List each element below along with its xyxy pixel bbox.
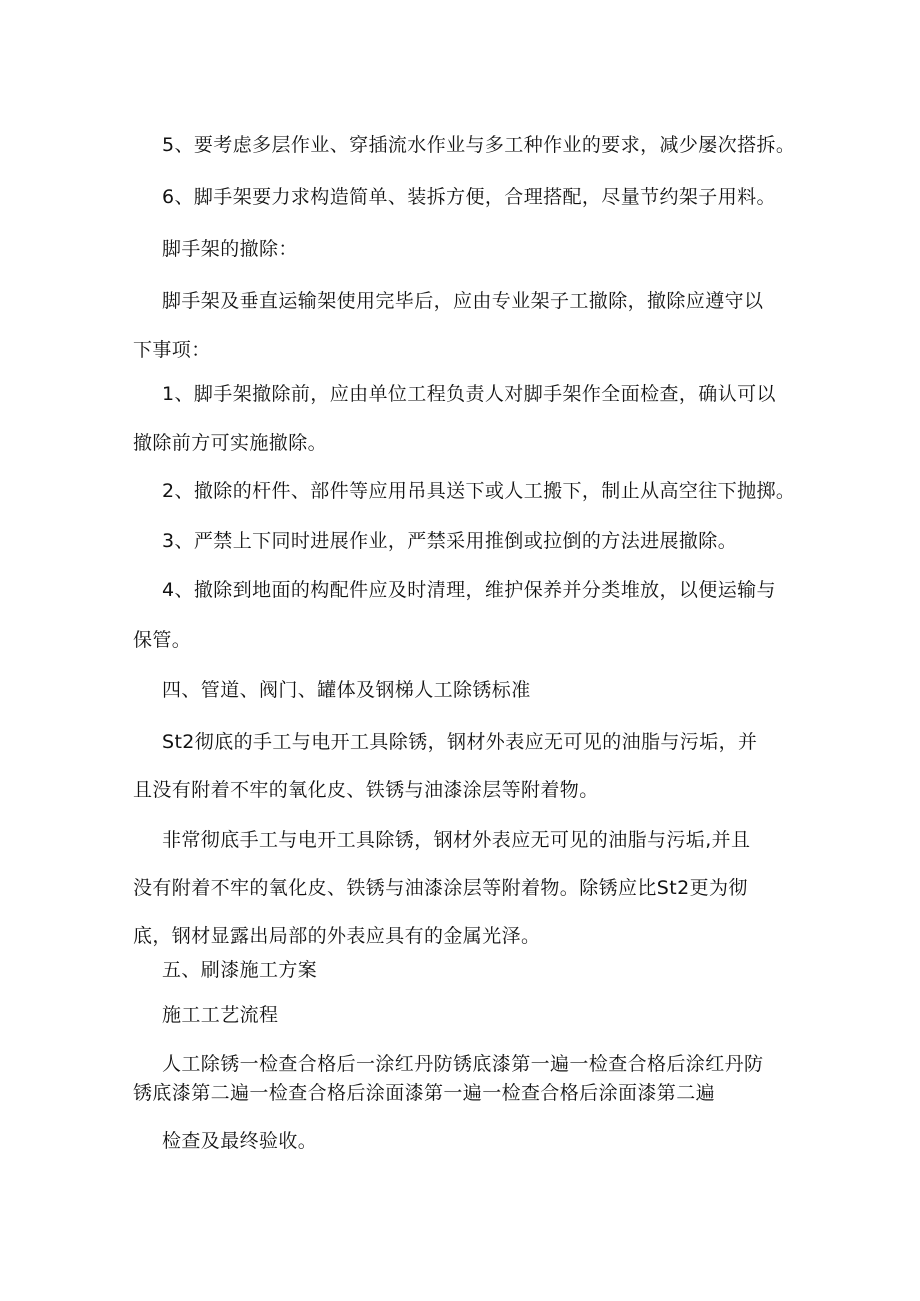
removal-item-4-line-1: 4、撤除到地面的构配件应及时清理，维护保养并分类堆放，以便运输与 xyxy=(162,579,776,601)
removal-item-3-line: 3、严禁上下同时进展作业，严禁采用推倒或拉倒的方法进展撤除。 xyxy=(162,530,738,552)
removal-item-4-line-2: 保管。 xyxy=(133,629,192,651)
st3-paragraph-line-2: 没有附着不牢的氧化皮、铁锈与油漆涂层等附着物。除锈应比St2更为彻 xyxy=(133,877,748,899)
item-5-line: 5、要考虑多层作业、穿插流水作业与多工种作业的要求，减少屡次搭拆。 xyxy=(162,134,796,156)
process-line-2: 锈底漆第二遍一检查合格后涂面漆第一遍一检查合格后涂面漆第二遍 xyxy=(133,1082,716,1104)
process-line-1: 人工除锈一检查合格后一涂红丹防锈底漆第一遍一检查合格后涂红丹防 xyxy=(162,1053,764,1075)
st2-paragraph-line-1: St2彻底的手工与电开工具除锈，钢材外表应无可见的油脂与污垢，并 xyxy=(162,731,758,753)
st3-paragraph-line-1: 非常彻底手工与电开工具除锈，钢材外表应无可见的油脂与污垢,并且 xyxy=(162,829,751,851)
paragraph-removal-intro-line-1: 脚手架及垂直运输架使用完毕后，应由专业架子工撤除，撤除应遵守以 xyxy=(162,290,764,312)
process-line-3: 检查及最终验收。 xyxy=(162,1130,318,1152)
process-heading: 施工工艺流程 xyxy=(162,1004,279,1026)
st3-paragraph-line-3: 底，钢材显露出局部的外表应具有的金属光泽。 xyxy=(133,925,541,947)
st2-paragraph-line-2: 且没有附着不牢的氧化皮、铁锈与油漆涂层等附着物。 xyxy=(133,779,599,801)
removal-item-2-line: 2、撤除的杆件、部件等应用吊具送下或人工搬下，制止从高空往下抛掷。 xyxy=(162,480,796,502)
item-6-line: 6、脚手架要力求构造简单、装拆方便，合理搭配，尽量节约架子用料。 xyxy=(162,186,776,208)
paragraph-removal-intro-line-2: 下事项： xyxy=(133,339,211,361)
section-heading-removal: 脚手架的撤除： xyxy=(162,238,298,260)
removal-item-1-line-1: 1、脚手架撤除前，应由单位工程负责人对脚手架作全面检查，确认可以 xyxy=(162,383,776,405)
removal-item-1-line-2: 撤除前方可实施撤除。 xyxy=(133,432,328,454)
section-heading-5: 五、刷漆施工方案 xyxy=(162,959,318,981)
section-heading-4: 四、管道、阀门、罐体及钢梯人工除锈标准 xyxy=(162,679,531,701)
